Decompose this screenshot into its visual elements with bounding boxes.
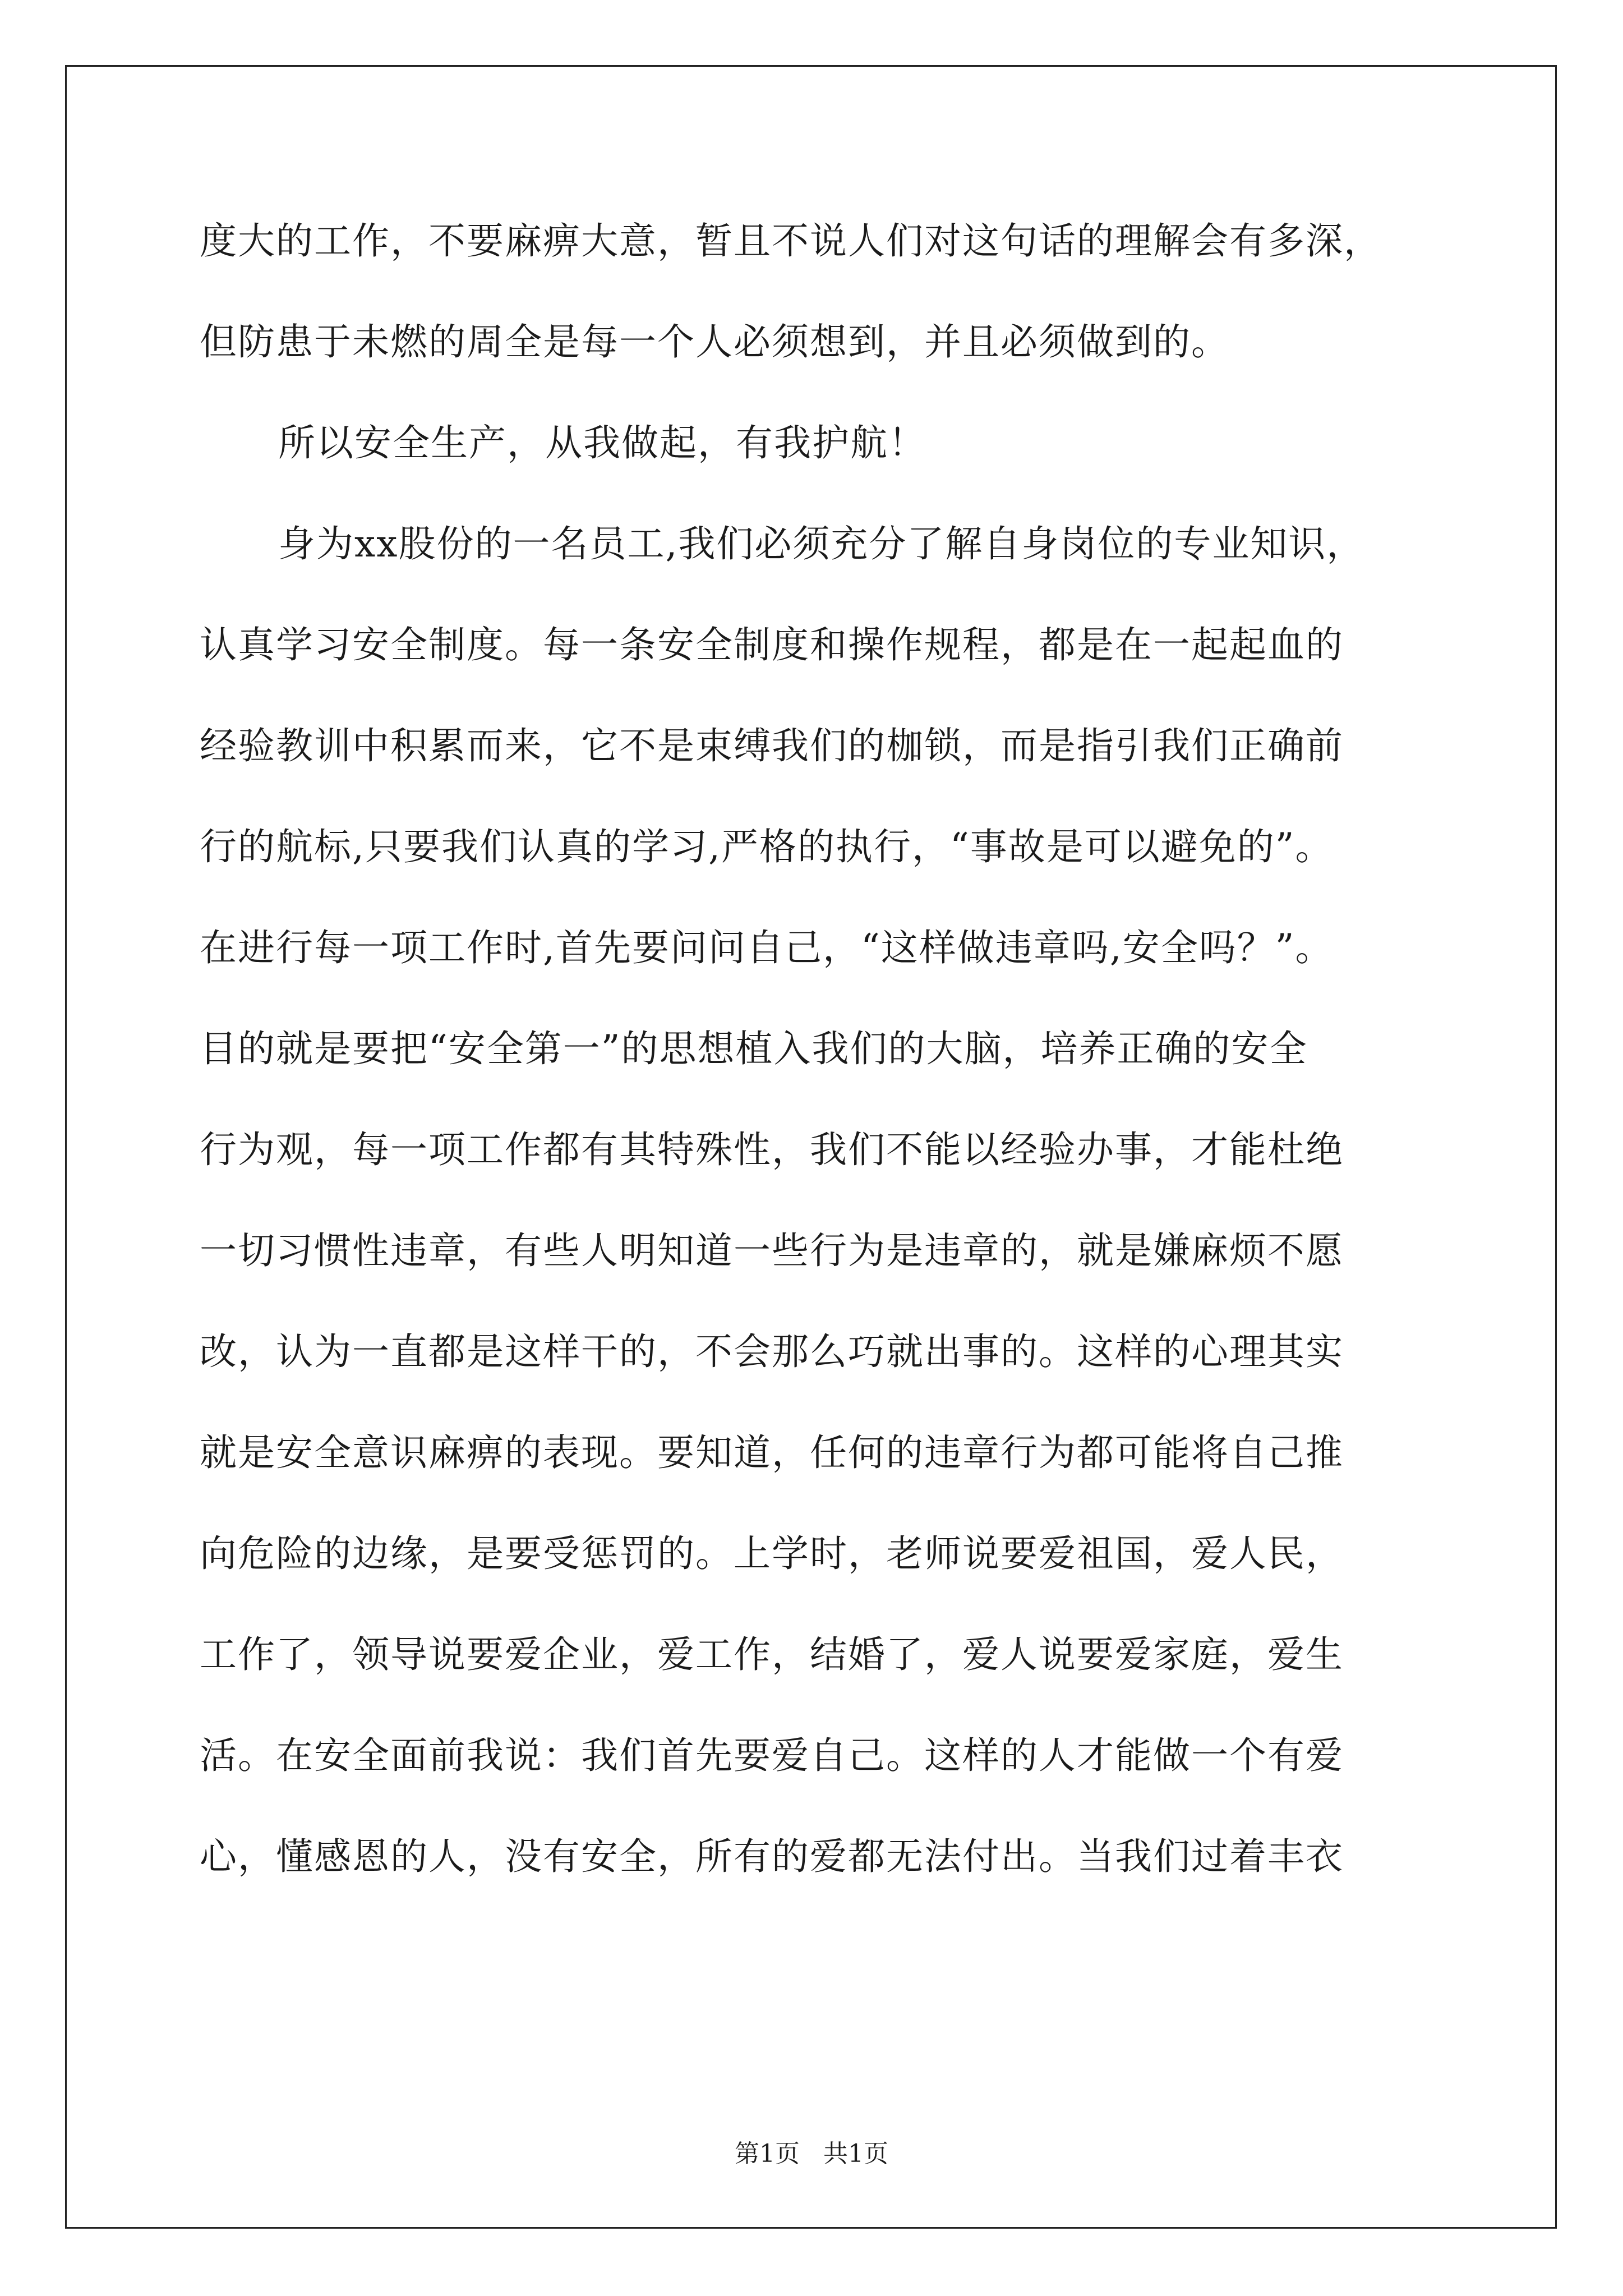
text-line: 工作了，领导说要爱企业，爱工作，结婚了，爱人说要爱家庭，爱生 [200,1633,1344,1676]
text-line: 一切习惯性违章，有些人明知道一些行为是违章的，就是嫌麻烦不愿 [200,1229,1344,1272]
text-line: 认真学习安全制度。每一条安全制度和操作规程，都是在一起起血的 [200,623,1344,666]
text-line: 度大的工作，不要麻痹大意，暂且不说人们对这句话的理解会有多深， [200,219,1382,263]
text-line: 行的航标,只要我们认真的学习,严格的执行，“事故是可以避免的”。 [200,825,1334,868]
text-line: 就是安全意识麻痹的表现。要知道，任何的违章行为都可能将自己推 [200,1431,1344,1474]
text-line: 向危险的边缘，是要受惩罚的。上学时，老师说要爱祖国，爱人民， [200,1532,1344,1575]
text-line: 目的就是要把“安全第一”的思想植入我们的大脑，培养正确的安全 [200,1027,1308,1070]
text-line: 经验教训中积累而来，它不是束缚我们的枷锁，而是指引我们正确前 [200,724,1344,767]
page-footer: 第1页 共1页 [735,2139,888,2168]
text-line: 活。在安全面前我说：我们首先要爱自己。这样的人才能做一个有爱 [200,1734,1344,1777]
text-line: 行为观，每一项工作都有其特殊性，我们不能以经验办事，才能杜绝 [200,1128,1344,1171]
text-line: 在进行每一项工作时,首先要问问自己，“这样做违章吗,安全吗？”。 [200,926,1334,969]
text-line-paragraph-start: 身为xx股份的一名员工,我们必须充分了解自身岗位的专业知识， [278,522,1365,565]
text-line: 改，认为一直都是这样干的，不会那么巧就出事的。这样的心理其实 [200,1330,1344,1373]
text-line: 但防患于未燃的周全是每一个人必须想到，并且必须做到的。 [200,320,1229,364]
text-line-paragraph-start: 所以安全生产，从我做起，有我护航！ [278,421,926,464]
text-line: 心，懂感恩的人，没有安全，所有的爱都无法付出。当我们过着丰衣 [200,1835,1344,1878]
